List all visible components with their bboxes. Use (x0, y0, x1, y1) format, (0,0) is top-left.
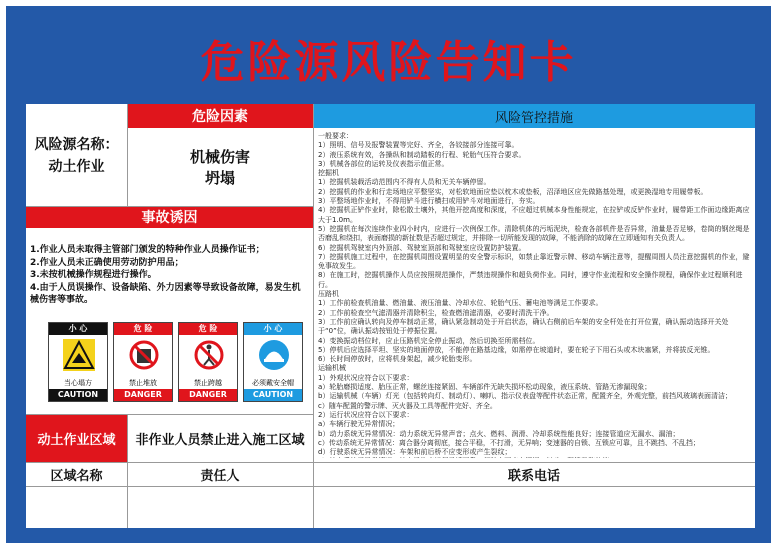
control-line: 6）长时间停放时，应将机身架起，减少轮胎变形。 (318, 355, 477, 364)
accident-item: 3.未按机械操作规程进行操作。 (30, 270, 157, 280)
hazard-item: 坍塌 (204, 169, 235, 187)
sign-hard-hat (243, 322, 303, 402)
control-line: 3）工作前应确认转向及停车制动正常，确认紧急制动处于开启状态，确认右侧前后车架的安全杆处在打开位置，确认振动选择开关处于“0”位，确认振动按钮处于停振位置。 (318, 317, 729, 336)
hazard-item: 机械伤害 (189, 148, 250, 166)
source-name-cell (26, 104, 127, 206)
control-line: 1）照明、信号及报警装置等完好、齐全，各铰接部分连接可靠。 (318, 141, 519, 150)
sign-top: 危 险 (179, 323, 237, 335)
footer-area-label: 区域名称 (50, 468, 103, 484)
control-line: 1）工作前检查机油量、燃油量、液压油量、冷却水位、轮胎气压、蓄电池等满足工作要求。 (318, 299, 603, 308)
control-line: 2）挖掘机的作业和行走场地应平整坚实，对松软地面应垫以枕木或垫板，沼泽地区应先做路基处理，或更换湿地专用履带板。 (318, 187, 708, 196)
control-line: 8）在施工时，挖掘机操作人员应按照规范操作，严禁违规操作和超负荷作业。同时，遵守作业流程和安全操作规程，确保作业过程顺利进行。 (318, 271, 743, 289)
no-stacking-icon (128, 339, 160, 371)
control-line: 5）挖掘机在每次连续作业四小时内，应进行一次例保工作。清除机体的污垢泥块，检查各部机件是否异常，油量是否足够，卷筒的钢丝绳是否磨乱和绕扣，表面磨损的新扯数是否超过规定，并排除一切所能发现的故障，不能消除的故障在立即通知有关负责人。 (318, 224, 750, 243)
accident-item: 2.作业人员未正确使用劳动防护用品； (30, 257, 184, 268)
card-body (26, 104, 755, 528)
area-label: 动土作业区域 (26, 414, 127, 462)
sign-no-crossing (178, 322, 238, 402)
control-line: 一般要求： (318, 132, 353, 140)
control-line: 2）运行状况应符合以下要求： (318, 410, 414, 419)
control-line: c）传动系统无异常情况：离合器分离彻底，接合平稳，不打滑，无异响；变速器的自锁、互锁应可靠，且不跳挡、不乱挡； (318, 438, 700, 447)
hazard-list (127, 128, 313, 206)
control-line: 6）挖掘机驾驶室内外顶部、驾驶室顶部和驾驶室应设置防护装置。 (318, 243, 526, 252)
control-line: d）行驶系统无异常情况：车架和前后桥不应变形或产生裂纹； (318, 448, 512, 457)
control-line: b）运输机械（车辆）灯光（包括转向灯、制动灯）、喇叭、指示仪表盘等配件状态正常，配置齐全，外观完整，前挡风玻璃表面清洁； (318, 392, 732, 401)
sign-no-stacking (113, 322, 173, 402)
accident-header: 事故诱因 (26, 206, 313, 228)
footer-phone-label: 联系电话 (507, 468, 560, 484)
control-line: 运输机械 (318, 364, 346, 373)
control-line: 7）挖掘机施工过程中，在挖掘机周围设置明显的安全警示标识，如禁止靠近警示牌、移动车辆注意等，提醒周围人员注意挖掘机的作业，避免事故发生。 (318, 252, 750, 271)
control-line: b）动力系统无异常情况：动力系统无异常声音；点火、燃料、润滑、冷却系统性能良好；连接管道应无漏水、漏油； (318, 429, 680, 438)
control-line: 1）外观状况应符合以下要求： (318, 373, 414, 382)
sign-collapse (48, 322, 108, 402)
control-line: 4）变换振动档位时，应止压路机完全停止振动，然后切换至所需档位。 (318, 336, 540, 345)
collapse-warning-icon (63, 339, 95, 371)
control-line: 3）机械各部位的运转及仪表指示值正常。 (318, 159, 449, 168)
accident-item: 1.作业人员未取得主管部门颁发的特种作业人员操作证书； (30, 245, 265, 255)
sign-top: 危 险 (114, 323, 172, 335)
control-line: a）轮胎磨损适度、胎压正常，螺丝连接紧固、车辆部件无缺失损坏松动现象，液压系统、管路无渗漏现象； (318, 383, 652, 392)
card-frame (6, 6, 771, 543)
sign-caption: 禁止跨越 (194, 379, 222, 387)
sign-bottom: CAUTION (244, 389, 302, 401)
footer-person-label: 责任人 (200, 468, 240, 484)
control-line: 3）平整场地作业时，不得用铲斗进行横扫或用铲斗对地面进行，夯实。 (318, 197, 540, 206)
control-measures (318, 132, 752, 458)
hazard-header: 危险因素 (127, 104, 313, 128)
sign-caption: 禁止堆放 (129, 379, 157, 387)
sign-top: 小 心 (49, 323, 107, 335)
control-line: 1）挖掘机装载活动范围内不得有人员和无关车辆停留。 (318, 178, 491, 187)
accident-item: 4.由于人员误操作、设备缺陷、外力因素等导致设备故障，易发生机械伤害等事故。 (30, 282, 301, 305)
control-line: 4）挖掘机正铲作业时，除松散土壤外，其他开挖高度和深度，不应超过机械本身性能规定，在拉铲或反铲作业时，履带距工作面边缘距离应大于1.0m。 (318, 206, 750, 224)
no-crossing-icon (193, 339, 225, 371)
sign-bottom: CAUTION (49, 389, 107, 401)
sign-top: 小 心 (244, 323, 302, 335)
sign-caption: 当心塌方 (64, 379, 92, 387)
card-title: 危险源风险告知卡 (200, 37, 577, 88)
control-line: a）车辆行驶无异常情况； (318, 420, 400, 429)
area-value: 非作业人员禁止进入施工区域 (135, 432, 305, 448)
control-line: 2）工作前检查空气滤清器并清除积尘，检查燃油滤清器，必要时清洗干净。 (318, 308, 554, 317)
control-line: 5）停机后应选择平坦、坚实的地面停放，不能停在路基边缘，如需停在坡道时，要在轮子下用石头或木块塞紧，并将拔反光锥。 (318, 345, 715, 354)
control-header: 风险管控措施 (313, 104, 755, 128)
control-line: c）随车配置的警示牌、灭火器及工具等配件完好、齐全。 (318, 401, 497, 410)
sign-bottom: DANGER (179, 389, 237, 401)
control-line (318, 457, 752, 458)
accident-list (30, 244, 308, 307)
hard-hat-icon (258, 339, 290, 371)
source-name-value: 动土作业 (48, 159, 105, 175)
control-line: 压路机 (318, 290, 339, 299)
sign-bottom: DANGER (114, 389, 172, 401)
control-line: 挖掘机 (318, 169, 339, 178)
source-name-label: 风险源名称： (34, 137, 119, 153)
sign-caption: 必须戴安全帽 (252, 379, 294, 387)
control-line: 2）液压系统有效，各操纵和制动踏板的行程、轮胎气压符合要求。 (318, 150, 526, 159)
